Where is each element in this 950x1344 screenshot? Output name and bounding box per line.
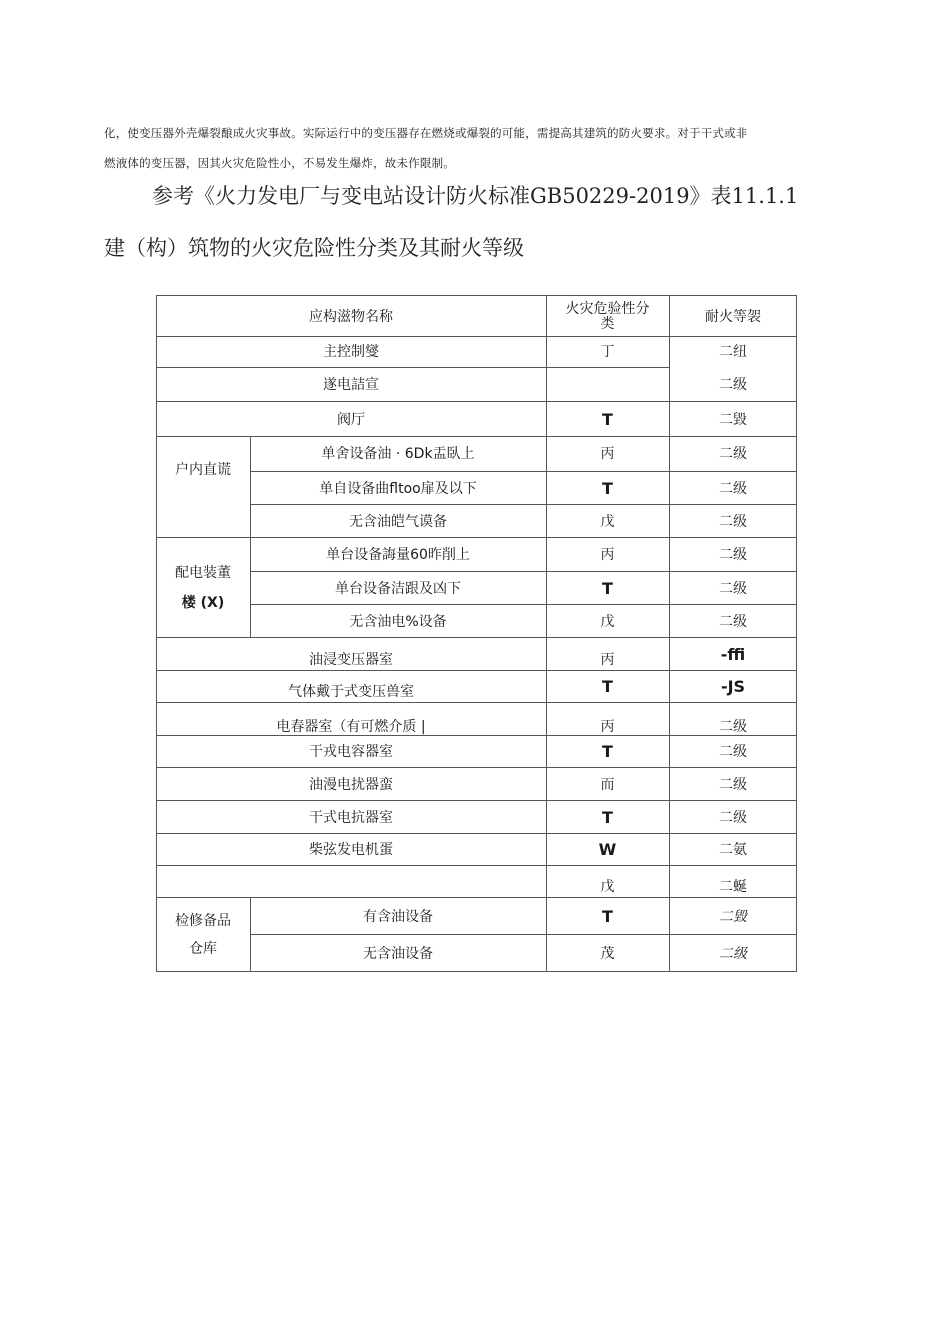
row-hazard: T (602, 409, 613, 429)
row-rating: 二级 (719, 547, 747, 563)
heading-line-2: 建（构）筑物的火灾危险性分类及其耐火等级 (104, 236, 524, 260)
header-hazard-class (546, 297, 669, 337)
row-rating: 二级 (719, 580, 747, 597)
row-name: 干式电抗器室 (309, 809, 393, 826)
row-name: 柴弦发电机蛋 (309, 842, 393, 858)
intro-line-2: 燃液体的变压器，因其火灾危险性小，不易发生爆炸，故未作限制。 (104, 156, 455, 170)
row-hazard: 戊 (600, 879, 615, 895)
row-hazard: T (602, 906, 613, 926)
intro-line-1: 化，使变压器外壳爆裂酿成火灾事故。实际运行中的变压器存在燃烧或爆裂的可能，需提高其建筑的防火要求。对于干式或非 (104, 126, 748, 140)
row-rating: 二级 (719, 446, 747, 462)
row-name: 无含油皑气谟备 (349, 513, 447, 530)
row-rating: 二级 (719, 480, 747, 497)
group-line-1: 检修备品 (175, 913, 231, 929)
header-building-name: 应构滋物名称 (309, 309, 393, 325)
row-hazard: T (602, 677, 613, 696)
row-hazard: T (602, 478, 613, 498)
row-rating: 二级 (719, 613, 747, 630)
row-name: 单台设备誨量60昨削上 (326, 547, 470, 563)
row-name: 无含油电%设备 (349, 613, 447, 630)
row-name: 油漫电扰器蛮 (309, 776, 393, 793)
row-hazard: T (602, 742, 613, 761)
row-hazard: 丁 (600, 344, 615, 360)
row-name: 电春器室（有可燃介质 | (276, 719, 426, 735)
group-line-1: 配电装董 (175, 565, 231, 581)
row-hazard: 戊 (600, 513, 615, 530)
row-hazard: 丙 (600, 719, 615, 735)
row-name: 单自设备曲fltoo扉及以下 (319, 480, 477, 497)
row-rating: -ffi (720, 644, 746, 664)
row-name: 主控制燮 (323, 344, 379, 360)
row-name: 无含油设备 (363, 945, 433, 962)
row-name: 气体戴于式变压兽室 (288, 684, 414, 700)
group-indoor-dc: 户内直谎 (175, 462, 231, 478)
row-hazard: 茂 (600, 945, 615, 962)
row-name: 单台设备洁跟及凶下 (335, 580, 461, 597)
row-name: 油浸变压器室 (309, 652, 393, 668)
header-fire-rating: 耐火等袈 (705, 309, 761, 325)
group-line-2: 楼 (X) (181, 595, 225, 611)
row-hazard: 而 (600, 776, 615, 793)
row-rating: 二级 (719, 945, 747, 962)
row-hazard: 戊 (600, 613, 615, 630)
row-rating: -JS (720, 677, 746, 696)
header-hazard-line-1: 火灾危验性分 (565, 301, 650, 317)
row-name: 有含油设备 (363, 908, 433, 925)
row-rating: 二级 (719, 776, 747, 793)
row-name: 干戎电容器室 (309, 744, 393, 760)
row-rating: 二氨 (719, 842, 747, 858)
row-rating: 二纽 (719, 344, 747, 360)
row-rating: 二毀 (719, 411, 747, 428)
group-distribution-building (156, 555, 250, 621)
header-hazard-line-2: 类 (600, 316, 615, 332)
row-hazard: W (598, 840, 617, 859)
row-name: 遂电詰宣 (323, 376, 379, 393)
row-rating: 二毀 (719, 908, 747, 925)
row-rating: 二级 (719, 809, 747, 826)
row-hazard (546, 368, 669, 401)
fire-hazard-table (156, 295, 797, 972)
row-name: 阀厅 (337, 411, 365, 428)
row-rating: 二级 (719, 376, 747, 393)
row-hazard: 丙 (600, 652, 615, 668)
row-rating: 二级 (719, 719, 747, 735)
group-spare-parts-warehouse (156, 898, 250, 972)
row-rating: 二蜒 (719, 879, 747, 895)
row-hazard: T (602, 807, 613, 827)
row-hazard: T (602, 578, 613, 598)
row-rating: 二级 (719, 744, 747, 760)
row-name (156, 866, 546, 898)
row-hazard: 丙 (600, 547, 615, 563)
row-hazard: 丙 (600, 446, 615, 462)
row-rating: 二级 (719, 513, 747, 530)
heading-line-1: 参考《火力发电厂与变电站设计防火标准GB50229-2019》表11.1.1 (152, 184, 799, 208)
row-name: 单舍设备油 · 6Dk盂臥上 (321, 446, 475, 462)
group-line-2: 仓库 (189, 941, 217, 957)
